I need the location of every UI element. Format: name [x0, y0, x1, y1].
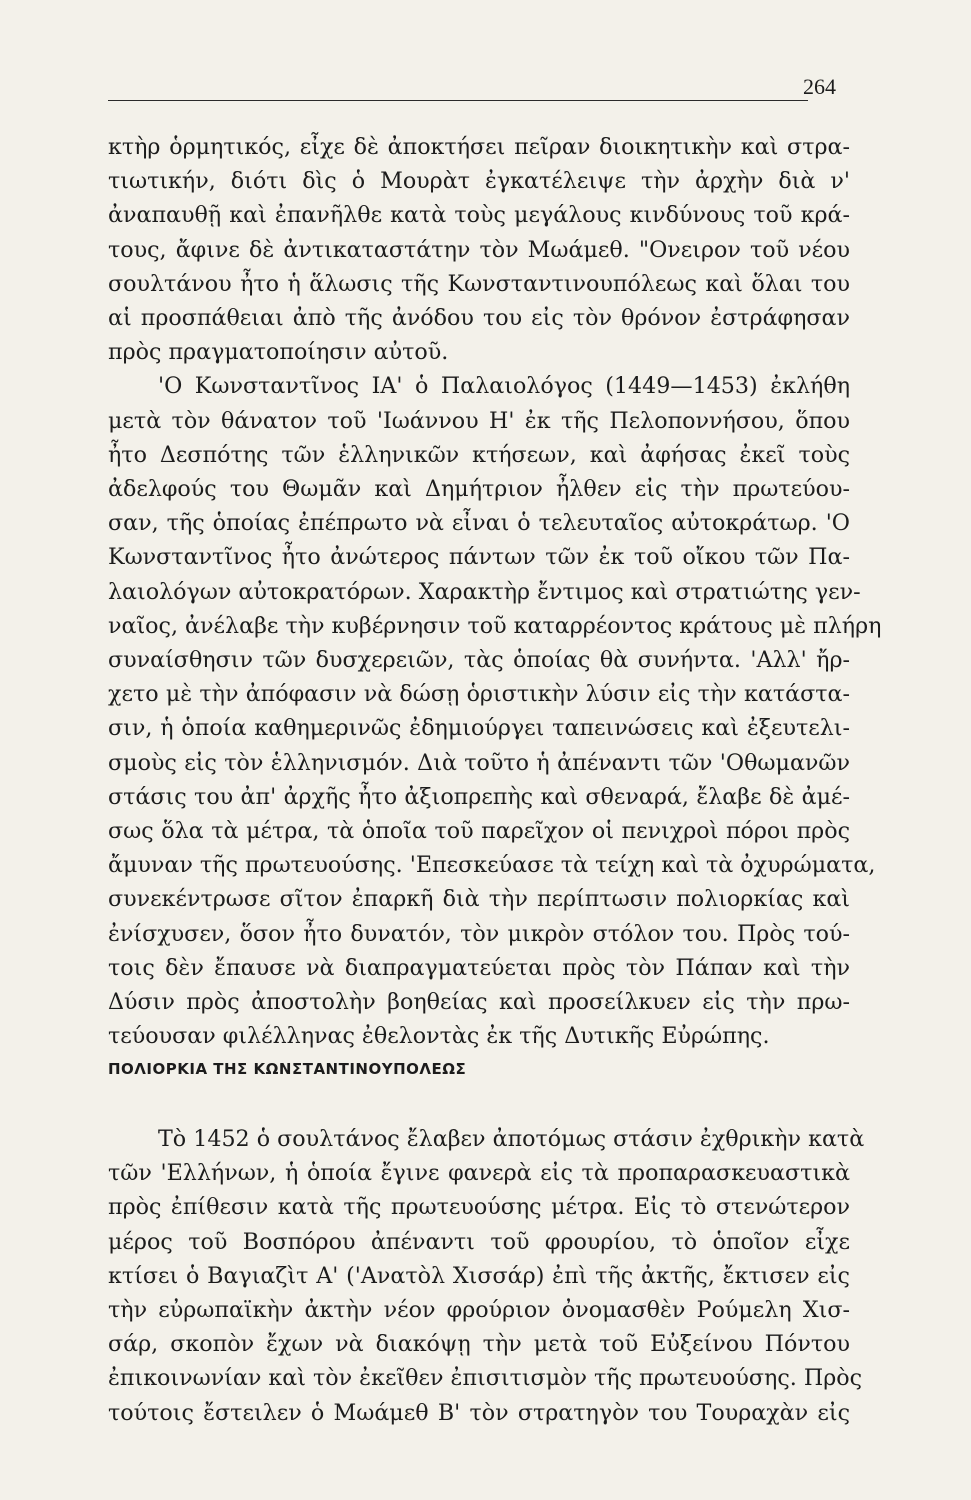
text-line: σουλτάνου ἦτο ἡ ἅλωσις τῆς Κωνσταντινουπόλεως καὶ ὅλαι του — [108, 270, 850, 297]
text-line: πρὸς ἐπίθεσιν κατὰ τῆς πρωτευούσης μέτρα. Εἰς τὸ στενώτερον — [108, 1194, 850, 1221]
text-line: Τὸ 1452 ὁ σουλτάνος ἔλαβεν ἀποτόμως στάσιν ἐχθρικὴν κατὰ — [158, 1126, 865, 1152]
text-line: ναῖος, ἀνέλαβε τὴν κυβέρνησιν τοῦ καταρρέοντος κράτους μὲ πλήρη — [108, 612, 882, 639]
text-line: τῶν 'Ελλήνων, ἡ ὁποία ἔγινε φανερὰ εἰς τὰ προπαρασκευαστικὰ — [108, 1160, 850, 1187]
text-line: Κωνσταντῖνος ἦτο ἀνώτερος πάντων τῶν ἐκ τοῦ οἴκου τῶν Πα- — [108, 544, 850, 571]
text-line: μετὰ τὸν θάνατον τοῦ 'Ιωάννου Η' ἐκ τῆς Πελοποννήσου, ὅπου — [108, 407, 850, 434]
paragraph-2 — [108, 369, 882, 1053]
text-line: ἀδελφούς του Θωμᾶν καὶ Δημήτριον ἦλθεν εἰς τὴν πρωτεύου- — [108, 476, 850, 503]
text-line: λαιολόγων αὐτοκρατόρων. Χαρακτὴρ ἔντιμος καὶ στρατιώτης γεν- — [108, 578, 861, 605]
text-line: σιν, ἡ ὁποία καθημερινῶς ἐδημιούργει ταπεινώσεις καὶ ἐξευτελι- — [108, 715, 850, 742]
text-line: τιωτικήν, διότι δὶς ὁ Μουρὰτ ἐγκατέλειψε τὴν ἀρχὴν διὰ ν' — [108, 168, 850, 195]
text-line: ἦτο Δεσπότης τῶν ἑλληνικῶν κτήσεων, καὶ ἀφήσας ἐκεῖ τοὺς — [108, 441, 850, 468]
text-line: τούτοις ἔστειλεν ὁ Μωάμεθ Β' τὸν στρατηγὸν του Τουραχὰν εἰς — [108, 1399, 850, 1426]
text-line: κτὴρ ὁρμητικός, εἶχε δὲ ἀποκτήσει πεῖραν διοικητικὴν καὶ στρα- — [108, 134, 850, 160]
body-text-lower — [108, 1122, 865, 1430]
text-line: ἄμυναν τῆς πρωτευούσης. 'Επεσκεύασε τὰ τείχη καὶ τὰ ὀχυρώματα, — [108, 852, 876, 879]
text-line: ἐνίσχυσεν, ὅσον ἦτο δυνατόν, τὸν μικρὸν στόλον του. Πρὸς τού- — [108, 920, 850, 947]
text-line: αἱ προσπάθειαι ἀπὸ τῆς ἀνόδου του εἰς τὸν θρόνον ἐστράφησαν — [108, 305, 850, 332]
text-line: τους, ἄφινε δὲ ἀντικαταστάτην τὸν Μωάμεθ. "Ονειρον τοῦ νέου — [108, 236, 850, 263]
text-line: Δύσιν πρὸς ἀποστολὴν βοηθείας καὶ προσείλκυεν εἰς τὴν πρω- — [108, 989, 850, 1016]
text-line: σμοὺς εἰς τὸν ἑλληνισμόν. Διὰ τοῦτο ἡ ἀπέναντι τῶν 'Οθωμανῶν — [108, 749, 850, 776]
page-number: 264 — [797, 74, 836, 100]
text-line: συνεκέντρωσε σῖτον ἐπαρκῆ διὰ τὴν περίπτωσιν πολιορκίας καὶ — [108, 886, 850, 913]
text-line: χετο μὲ τὴν ἀπόφασιν νὰ δώσῃ ὁριστικὴν λύσιν εἰς τὴν κατάστα- — [108, 681, 850, 708]
text-line: τεύουσαν φιλέλληνας ἐθελοντὰς ἐκ τῆς Δυτικῆς Εὐρώπης. — [108, 1023, 770, 1050]
text-line: συναίσθησιν τῶν δυσχερειῶν, τὰς ὁποίας θὰ συνήντα. 'Αλλ' ἤρ- — [108, 647, 850, 674]
text-line: σαν, τῆς ὁποίας ἐπέπρωτο νὰ εἶναι ὁ τελευταῖος αὐτοκράτωρ. 'Ο — [108, 510, 850, 537]
text-line: 'Ο Κωνσταντῖνος ΙΑ' ὁ Παλαιολόγος (1449—1453) ἐκλήθη — [158, 373, 850, 400]
text-line: μέρος τοῦ Βοσπόρου ἀπέναντι τοῦ φρουρίου, τὸ ὁποῖον εἶχε — [108, 1228, 850, 1255]
page-header — [108, 70, 848, 110]
paragraph-1 — [108, 130, 850, 369]
header-rule — [108, 100, 808, 101]
text-line: τοις δὲν ἔπαυσε νὰ διαπραγματεύεται πρὸς τὸν Πάπαν καὶ τὴν — [108, 954, 850, 981]
text-line: σάρ, σκοπὸν ἔχων νὰ διακόψῃ τὴν μετὰ τοῦ Εὐξείνου Πόντου — [108, 1331, 850, 1358]
text-line: σως ὅλα τὰ μέτρα, τὰ ὁποῖα τοῦ παρεῖχον οἱ πενιχροὶ πόροι πρὸς — [108, 818, 850, 845]
text-line: ἐπικοινωνίαν καὶ τὸν ἐκεῖθεν ἐπισιτισμὸν τῆς πρωτευούσης. Πρὸς — [108, 1365, 863, 1392]
text-line: τὴν εὐρωπαϊκὴν ἀκτὴν νέον φρούριον ὀνομασθὲν Ρούμελη Χισ- — [108, 1297, 850, 1324]
text-line: ἀναπαυθῇ καὶ ἐπανῆλθε κατὰ τοὺς μεγάλους κινδύνους τοῦ κρά- — [108, 202, 850, 229]
text-line: κτίσει ὁ Βαγιαζὶτ Α' ('Ανατὸλ Χισσάρ) ἐπὶ τῆς ἀκτῆς, ἔκτισεν εἰς — [108, 1262, 850, 1289]
text-line: πρὸς πραγματοποίησιν αὐτοῦ. — [108, 339, 449, 366]
text-line: στάσις του ἀπ' ἀρχῆς ἦτο ἀξιοπρεπὴς καὶ σθεναρά, ἔλαβε δὲ ἀμέ- — [108, 783, 850, 810]
section-heading: ΠΟΛΙΟΡΚΙΑ ΤΗΣ ΚΩΝΣΤΑΝΤΙΝΟΥΠΟΛΕΩΣ — [108, 1060, 467, 1078]
body-text-upper — [108, 130, 882, 1053]
